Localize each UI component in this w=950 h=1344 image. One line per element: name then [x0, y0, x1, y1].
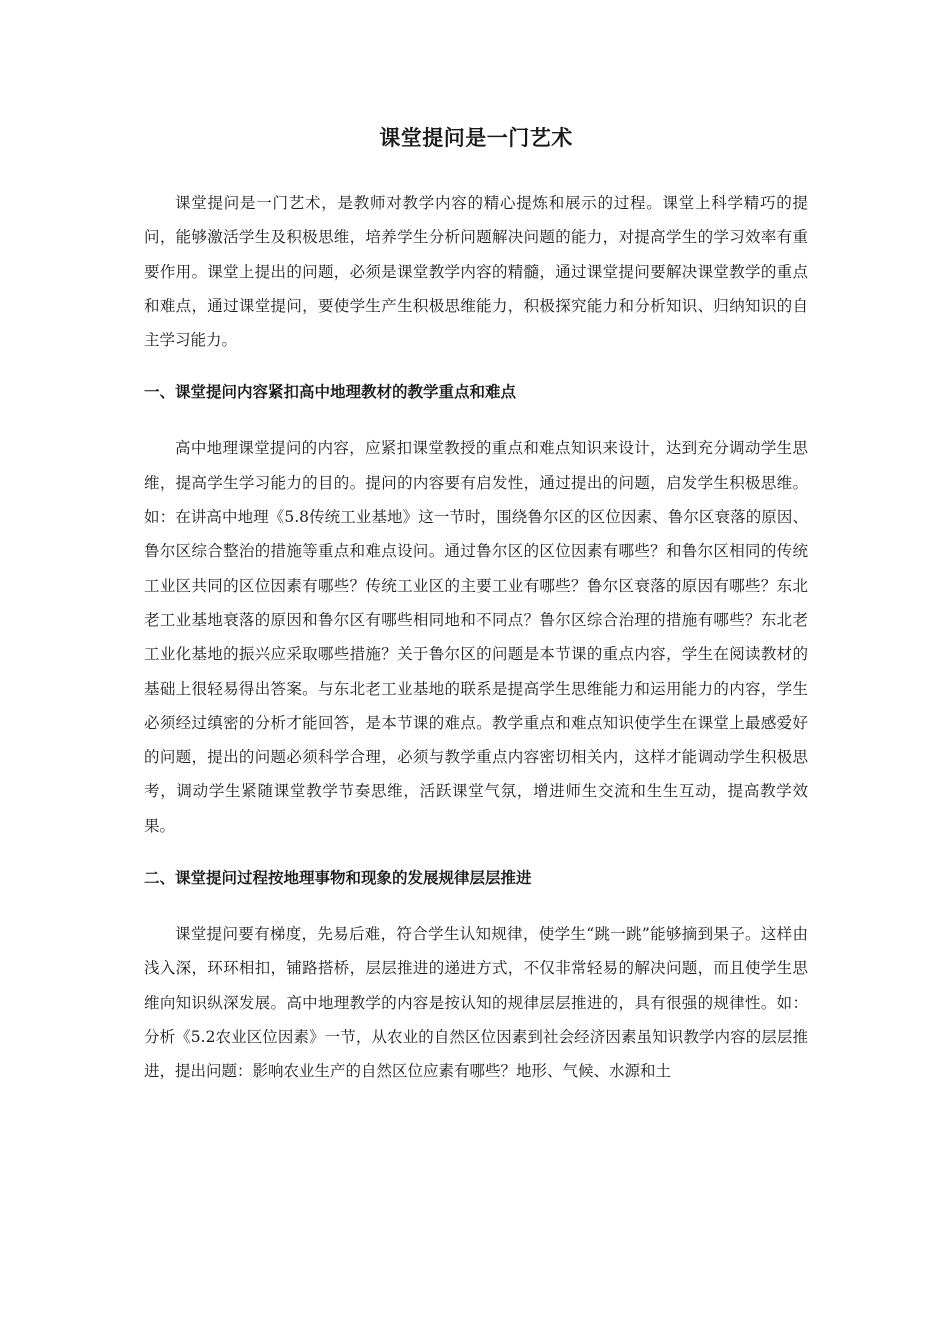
intro-paragraph: 课堂提问是一门艺术，是教师对教学内容的精心提炼和展示的过程。课堂上科学精巧的提问，能够激活学生及积极思维，培养学生分析问题解决问题的能力，对提高学生的学习效率有重要作用。课堂上提出的问题，必须是课堂教学内容的精髓，通过课堂提问要解决课堂教学的重点和难点，通过课堂提问，要使学生产生积极思维能力，积极探究能力和分析知识、归纳知识的自主学习能力。 [144, 194, 808, 350]
document-title: 课堂提问是一门艺术 [379, 125, 573, 150]
section-body: 高中地理课堂提问的内容，应紧扣课堂教授的重点和难点知识来设计，达到充分调动学生思维，提高学生学习能力的目的。提问的内容要有启发性，通过提出的问题，启发学生积极思维。如：在讲高中地理《5.8传统工业基地》这一节时，围绕鲁尔区的区位因素、鲁尔区衰落的原因、鲁尔区综合整治的措施等重点和难点设问。通过鲁尔区的区位因素有哪些？和鲁尔区相同的传统工业区共同的区位因素有哪些？传统工业区的主要工业有哪些？鲁尔区衰落的原因有哪些？东北老工业基地衰落的原因和鲁尔区有哪些相同地和不同点？鲁尔区综合治理的措施有哪些？东北老工业化基地的振兴应采取哪些措施？关于鲁尔区的问题是本节课的重点内容，学生在阅读教材的基础上很轻易得出答案。与东北老工业基地的联系是提高学生思维能力和运用能力的内容，学生必须经过缜密的分析才能回答，是本节课的难点。教学重点和难点知识使学生在课堂上最感爱好的问题，提出的问题必须科学合理，必须与教学重点内容密切相关内，这样才能调动学生积极思考，调动学生紧随课堂教学节奏思维，活跃课堂气氛，增进师生交流和生生互动，提高教学效果。 [144, 439, 808, 835]
section-heading: 二、课堂提问过程按地理事物和现象的发展规律层层推进 [144, 868, 532, 888]
section-heading: 一、课堂提问内容紧扣高中地理教材的教学重点和难点 [144, 382, 517, 402]
section-1 [144, 377, 808, 843]
section-body: 课堂提问要有梯度，先易后难，符合学生认知规律，使学生“跳一跳”能够摘到果子。这样由浅入深，环环相扣，铺路搭桥，层层推进的递进方式，不仅非常轻易的解决问题，而且使学生思维向知识纵深发展。高中地理教学的内容是按认知的规律层层推进的，具有很强的规律性。如：分析《5.2农业区位因素》一节，从农业的自然区位因素到社会经济因素虽知识教学内容的层层推进，提出问题：影响农业生产的自然区位应素有哪些？地形、气候、水源和土 [144, 925, 808, 1081]
section-2 [144, 863, 808, 1088]
document-page [144, 110, 808, 1089]
